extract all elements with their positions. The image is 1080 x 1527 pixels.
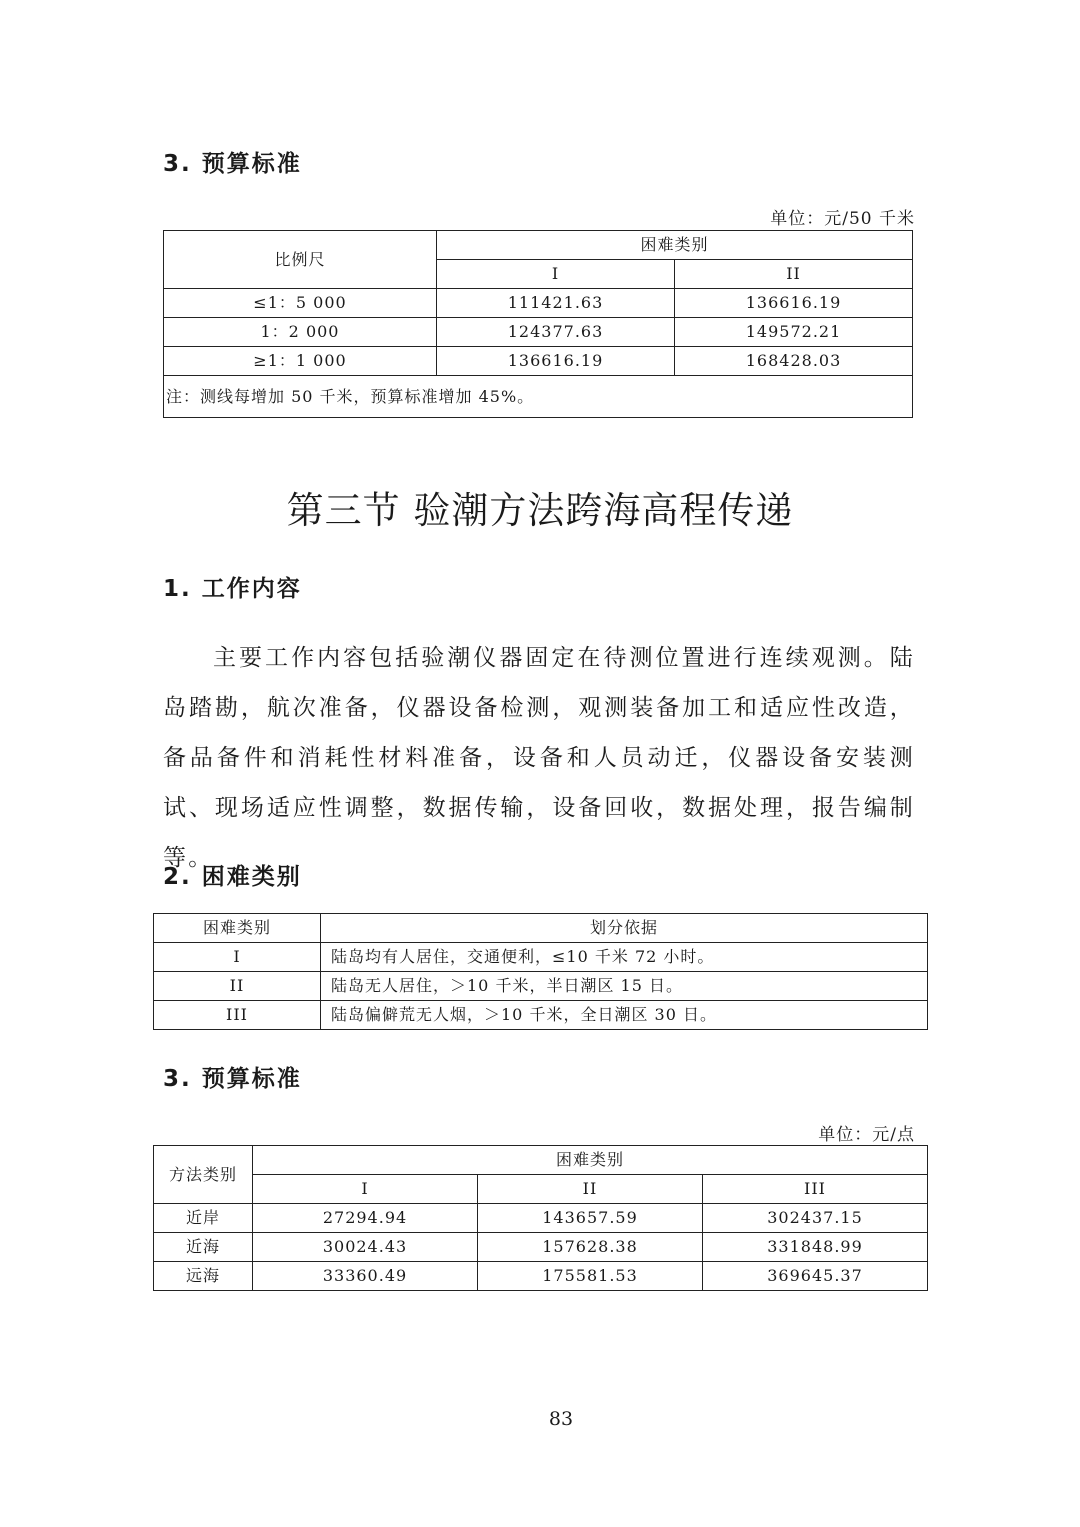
table-cell: 30024.43: [253, 1233, 478, 1262]
table-cell: 136616.19: [675, 289, 913, 318]
table-cell: 近岸: [154, 1204, 253, 1233]
table-cell: 331848.99: [703, 1233, 928, 1262]
table-cell: III: [154, 1001, 321, 1030]
table-cell: ≥1：1 000: [164, 347, 437, 376]
difficulty-table: [153, 913, 928, 1030]
header-basis: 划分依据: [321, 914, 928, 943]
budget-heading-top: 3. 预算标准: [163, 151, 302, 177]
table-row: [154, 1204, 928, 1233]
table-cell: 27294.94: [253, 1204, 478, 1233]
work-paragraph: 主要工作内容包括验潮仪器固定在待测位置进行连续观测。陆岛踏勘，航次准备，仪器设备检测，观测装备加工和适应性改造，备品备件和消耗性材料准备，设备和人员动迁，仪器设备安装测试、现场适应性调整，数据传输，设备回收，数据处理，报告编制等。: [163, 645, 915, 871]
table-row: [164, 289, 913, 318]
table-subheader-row: [154, 1175, 928, 1204]
table-row: [154, 972, 928, 1001]
table-cell: 175581.53: [478, 1262, 703, 1291]
table-cell: 111421.63: [437, 289, 675, 318]
page-number: 83: [548, 1408, 574, 1430]
table-cell: 33360.49: [253, 1262, 478, 1291]
subheader-cell: III: [703, 1175, 928, 1204]
table-header-row: [154, 1146, 928, 1175]
difficulty-heading: 2. 困难类别: [163, 864, 302, 890]
table-cell: 157628.38: [478, 1233, 703, 1262]
subheader-cell: II: [675, 260, 913, 289]
table-note-row: [164, 376, 913, 418]
work-heading: 1. 工作内容: [163, 576, 302, 602]
table-cell: 136616.19: [437, 347, 675, 376]
table-cell: 1：2 000: [164, 318, 437, 347]
section-title: 第三节 验潮方法跨海高程传递: [286, 489, 794, 532]
budget-table: [153, 1145, 928, 1291]
table-cell: 302437.15: [703, 1204, 928, 1233]
table-cell: 369645.37: [703, 1262, 928, 1291]
table-cell: 124377.63: [437, 318, 675, 347]
unit-label-top: 单位：元/50 千米: [770, 209, 915, 229]
table-cell: 陆岛偏僻荒无人烟，＞10 千米，全日潮区 30 日。: [321, 1001, 928, 1030]
table-cell: I: [154, 943, 321, 972]
header-scale: 比例尺: [164, 231, 437, 289]
table-row: [154, 1262, 928, 1291]
table-row: [164, 347, 913, 376]
table-cell: II: [154, 972, 321, 1001]
unit-label: 单位：元/点: [818, 1125, 915, 1145]
table-row: [154, 1001, 928, 1030]
header-difficulty: 困难类别: [253, 1146, 928, 1175]
budget-table-top: [163, 230, 913, 418]
table-cell: 近海: [154, 1233, 253, 1262]
table-cell: 陆岛均有人居住，交通便利，≤10 千米 72 小时。: [321, 943, 928, 972]
table-row: [154, 1233, 928, 1262]
header-difficulty: 困难类别: [437, 231, 913, 260]
table-cell: 149572.21: [675, 318, 913, 347]
table-note: 注：测线每增加 50 千米，预算标准增加 45%。: [164, 376, 913, 418]
subheader-cell: II: [478, 1175, 703, 1204]
table-cell: ≤1：5 000: [164, 289, 437, 318]
table-cell: 143657.59: [478, 1204, 703, 1233]
table-header-row: [154, 914, 928, 943]
budget-heading: 3. 预算标准: [163, 1066, 302, 1092]
table-header-row: [164, 231, 913, 260]
table-cell: 陆岛无人居住，＞10 千米，半日潮区 15 日。: [321, 972, 928, 1001]
header-method: 方法类别: [154, 1146, 253, 1204]
subheader-cell: I: [253, 1175, 478, 1204]
table-row: [164, 318, 913, 347]
table-row: [154, 943, 928, 972]
subheader-cell: I: [437, 260, 675, 289]
table-cell: 远海: [154, 1262, 253, 1291]
table-cell: 168428.03: [675, 347, 913, 376]
header-category: 困难类别: [154, 914, 321, 943]
